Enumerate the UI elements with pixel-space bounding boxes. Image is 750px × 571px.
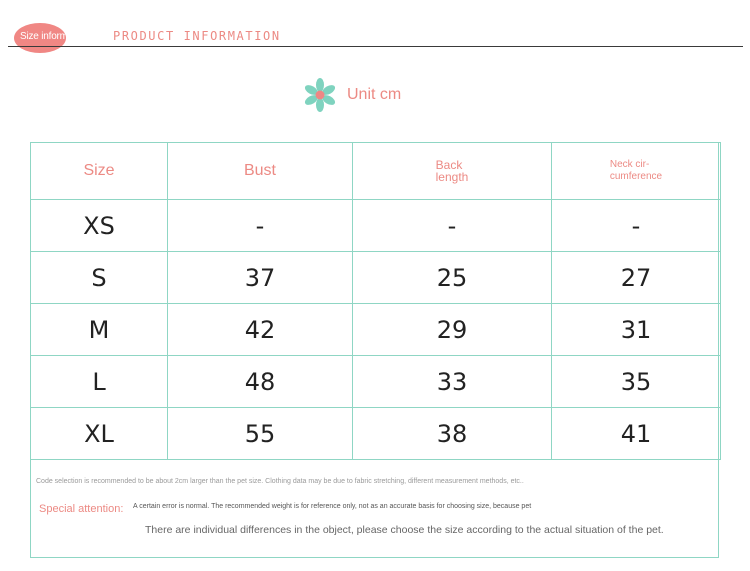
notes-frame xyxy=(30,142,719,558)
cell-back-length: 25 xyxy=(353,252,552,304)
header-size: Size xyxy=(31,143,168,200)
unit-heading xyxy=(301,77,431,113)
page-title: PRODUCT INFORMATION xyxy=(113,29,281,43)
special-attention-text: A certain error is normal. The recommended weight is for reference only, not as an accurate basis for choosing size, because pet xyxy=(133,503,532,510)
cell-size: XL xyxy=(31,408,168,460)
cell-neck: 41 xyxy=(552,408,721,460)
header-neck-line2: cumference xyxy=(609,171,663,182)
cell-size: L xyxy=(31,356,168,408)
header-divider xyxy=(8,46,743,47)
cell-bust: 42 xyxy=(168,304,353,356)
header-neck-line1: Neck cir- xyxy=(609,159,650,170)
cell-bust: 55 xyxy=(168,408,353,460)
cell-neck: - xyxy=(552,200,721,252)
size-info-label: Size information xyxy=(20,31,89,42)
cell-bust: 48 xyxy=(168,356,353,408)
cell-bust: - xyxy=(168,200,353,252)
cell-back-length: 38 xyxy=(353,408,552,460)
cell-neck: 31 xyxy=(552,304,721,356)
flower-icon xyxy=(301,77,341,118)
code-selection-note: Code selection is recommended to be about 2cm larger than the pet size. Clothing data may be due to fabric stretching, different measurement methods, etc.. xyxy=(36,478,524,485)
cell-bust: 37 xyxy=(168,252,353,304)
cell-neck: 27 xyxy=(552,252,721,304)
special-attention-text-2: There are individual differences in the object, please choose the size according to the actual situation of the pet. xyxy=(145,524,664,536)
header-back-length-line2: length xyxy=(435,170,469,184)
cell-back-length: 33 xyxy=(353,356,552,408)
cell-back-length: - xyxy=(353,200,552,252)
unit-label: Unit cm xyxy=(347,86,402,103)
cell-back-length: 29 xyxy=(353,304,552,356)
cell-size: XS xyxy=(31,200,168,252)
special-attention-label: Special attention: xyxy=(39,503,124,515)
cell-size: S xyxy=(31,252,168,304)
header-back-length-line1: Back xyxy=(435,158,463,172)
cell-size: M xyxy=(31,304,168,356)
header-bust: Bust xyxy=(168,143,353,200)
cell-neck: 35 xyxy=(552,356,721,408)
